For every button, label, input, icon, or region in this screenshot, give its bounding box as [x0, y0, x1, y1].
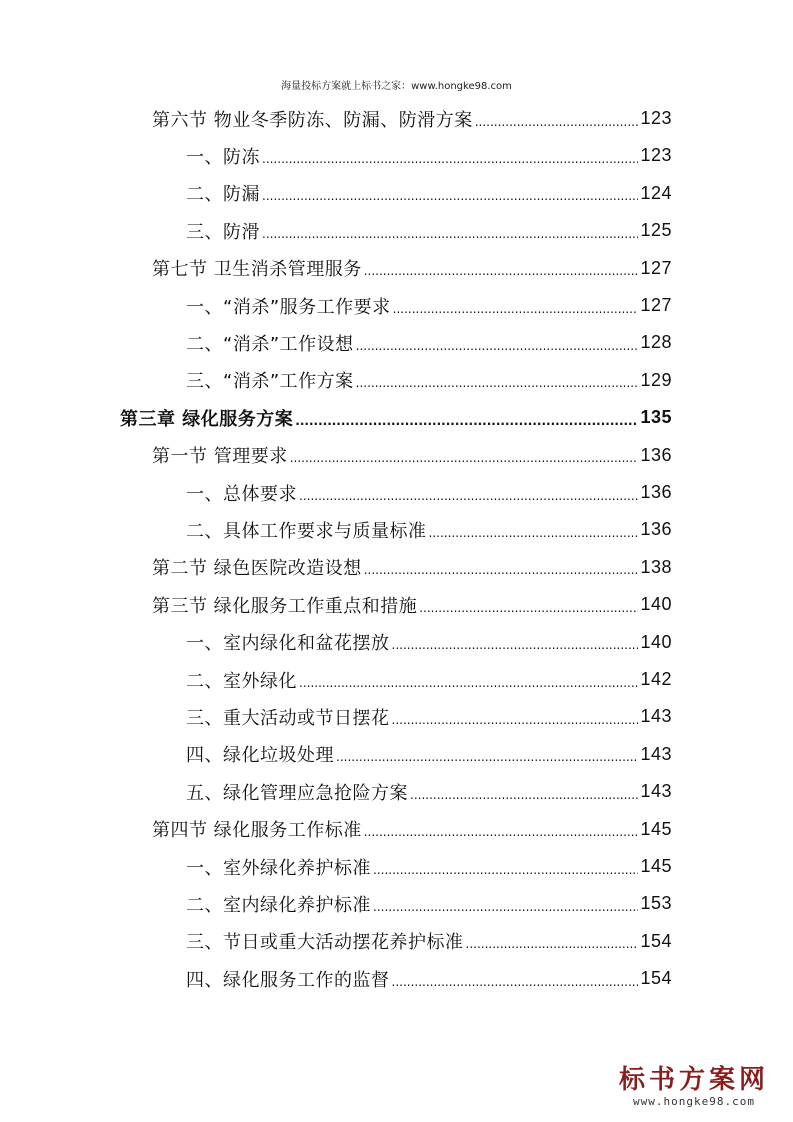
toc-leader-dots: [364, 826, 639, 838]
toc-leader-dots: [262, 190, 638, 202]
toc-entry-label: 二、室内绿化养护标准: [186, 894, 371, 916]
toc-leader-dots: [262, 228, 638, 240]
toc-leader-dots: [356, 377, 639, 389]
toc-entry-label: 三、“消杀”工作方案: [186, 371, 354, 393]
toc-entry-page: 135: [640, 407, 672, 428]
toc-entry[interactable]: [152, 811, 672, 848]
toc-leader-dots: [373, 864, 638, 876]
toc-entry-page: 136: [640, 482, 672, 502]
toc-entry-page: 145: [640, 856, 672, 876]
toc-entry-page: 140: [640, 594, 672, 615]
toc-leader-dots: [393, 303, 639, 315]
toc-leader-dots: [336, 751, 638, 763]
toc-entry[interactable]: [186, 698, 672, 735]
toc-leader-dots: [299, 490, 638, 502]
toc-entry-page: 145: [640, 818, 672, 839]
toc-leader-dots: [429, 527, 639, 539]
toc-entry-page: 128: [640, 332, 672, 353]
toc-entry-label: 一、室内绿化和盆花摆放: [186, 633, 390, 655]
toc-entry[interactable]: [186, 474, 672, 511]
toc-leader-dots: [392, 714, 639, 726]
toc-entry-label: 第六节 物业冬季防冻、防漏、防滑方案: [152, 109, 473, 131]
toc-entry-page: 153: [640, 893, 672, 914]
toc-leader-dots: [373, 901, 638, 913]
toc-entry[interactable]: [186, 362, 672, 399]
watermark-url: www.hongke98.com: [633, 1095, 755, 1108]
toc-entry-label: 二、具体工作要求与质量标准: [186, 520, 427, 542]
toc-entry[interactable]: [186, 287, 672, 324]
toc-entry[interactable]: [186, 324, 672, 361]
toc-entry-label: 第三章 绿化服务方案: [120, 408, 294, 430]
toc-entry-label: 第三节 绿化服务工作重点和措施: [152, 595, 418, 617]
toc-entry-label: 三、防滑: [186, 221, 260, 243]
toc-leader-dots: [419, 602, 638, 614]
toc-entry[interactable]: [186, 736, 672, 773]
toc-entry-page: 123: [640, 145, 672, 166]
toc-leader-dots: [410, 789, 638, 801]
toc-leader-dots: [364, 564, 639, 576]
toc-entry-label: 二、“消杀”工作设想: [186, 333, 354, 355]
toc-leader-dots: [392, 639, 639, 651]
toc-entry[interactable]: [186, 661, 672, 698]
toc-entry[interactable]: [186, 923, 672, 960]
toc-entry[interactable]: [186, 212, 672, 249]
toc-entry-label: 一、防冻: [186, 146, 260, 168]
toc-leader-dots: [364, 265, 639, 277]
toc-entry-page: 136: [640, 519, 672, 540]
toc-entry[interactable]: [152, 100, 672, 137]
toc-entry-label: 第四节 绿化服务工作标准: [152, 820, 362, 842]
toc-leader-dots: [475, 116, 639, 128]
toc-entry-label: 四、绿化垃圾处理: [186, 745, 334, 767]
toc-entry-label: 二、防漏: [186, 184, 260, 206]
toc-entry[interactable]: [186, 511, 672, 548]
toc-entry-label: 五、绿化管理应急抢险方案: [186, 782, 408, 804]
toc-leader-dots: [290, 452, 639, 464]
toc-entry[interactable]: [120, 399, 672, 436]
toc-entry-page: 136: [640, 444, 672, 465]
toc-entry-label: 三、节日或重大活动摆花养护标准: [186, 932, 464, 954]
toc-entry-label: 一、“消杀”服务工作要求: [186, 296, 391, 318]
watermark-logo: [609, 1066, 779, 1108]
page-header: 海量投标方案就上标书之家：www.hongke98.com: [281, 81, 512, 92]
toc-entry-page: 154: [640, 968, 672, 989]
toc-entry-label: 四、绿化服务工作的监督: [186, 969, 390, 991]
toc-entry-label: 一、总体要求: [186, 483, 297, 505]
toc-entry-page: 140: [640, 631, 672, 652]
toc-entry[interactable]: [186, 885, 672, 922]
toc-entry[interactable]: [152, 549, 672, 586]
toc-entry[interactable]: [152, 250, 672, 287]
toc-entry[interactable]: [186, 175, 672, 212]
toc-entry[interactable]: [186, 960, 672, 997]
toc-entry-page: 143: [640, 743, 672, 764]
toc-entry-label: 三、重大活动或节日摆花: [186, 707, 390, 729]
toc-entry[interactable]: [186, 137, 672, 174]
toc-entry-page: 123: [640, 108, 672, 128]
toc-entry-label: 二、室外绿化: [186, 670, 297, 692]
toc-entry-page: 143: [640, 781, 672, 802]
toc-entry-page: 125: [640, 220, 672, 241]
toc-leader-dots: [295, 415, 638, 427]
toc-leader-dots: [299, 677, 638, 689]
toc-entry-page: 154: [640, 930, 672, 951]
toc-entry-label: 第二节 绿色医院改造设想: [152, 558, 362, 580]
toc-entry[interactable]: [186, 848, 672, 885]
toc-entry-page: 143: [640, 706, 672, 727]
toc-entry-label: 第一节 管理要求: [152, 446, 288, 468]
toc-entry-page: 138: [640, 556, 672, 577]
toc-leader-dots: [356, 340, 639, 352]
toc-entry[interactable]: [186, 624, 672, 661]
toc-entry-page: 127: [640, 295, 672, 315]
toc-entry-label: 一、室外绿化养护标准: [186, 857, 371, 879]
watermark-title: 标书方案网: [618, 1065, 769, 1096]
toc-entry[interactable]: [186, 773, 672, 810]
toc-entry[interactable]: [152, 586, 672, 623]
toc-entry-page: 142: [640, 669, 672, 689]
toc-leader-dots: [466, 938, 639, 950]
toc-leader-dots: [262, 153, 638, 165]
toc-entry-label: 第七节 卫生消杀管理服务: [152, 259, 362, 281]
toc-entry-page: 124: [640, 182, 672, 203]
toc-entry-page: 127: [640, 257, 672, 278]
toc-leader-dots: [392, 976, 639, 988]
toc-entry-page: 129: [640, 369, 672, 390]
toc-entry[interactable]: [152, 437, 672, 474]
